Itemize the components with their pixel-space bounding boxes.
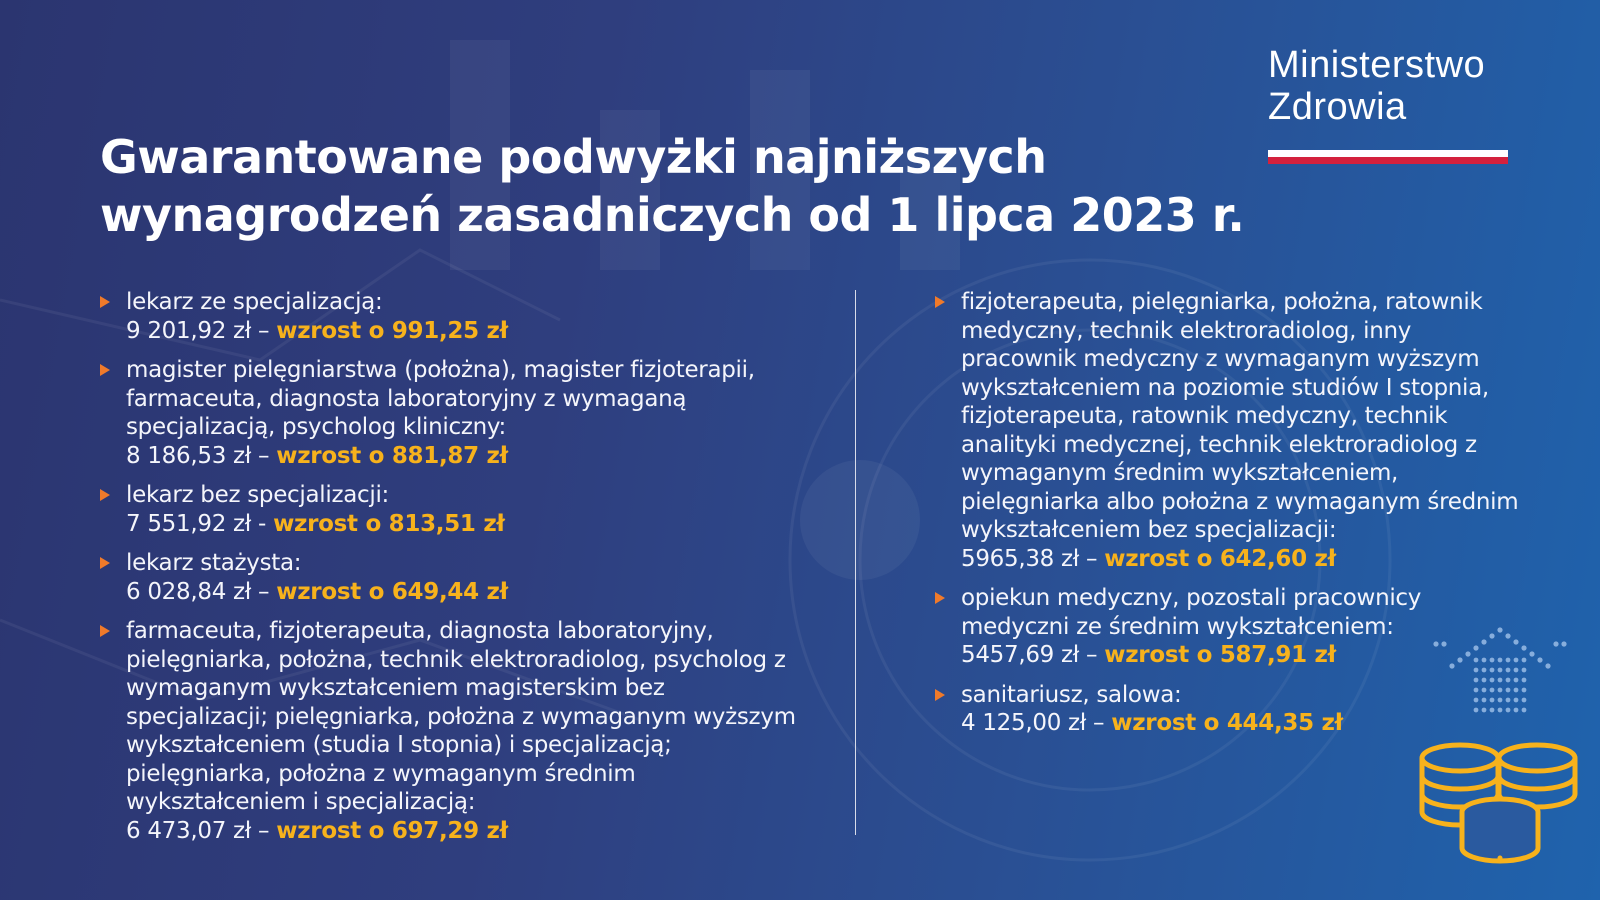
item-increase: wzrost o 813,51 zł [273, 510, 505, 537]
item-label: lekarz stażysta: [126, 550, 302, 576]
item-label: fizjoterapeuta, pielęgniarka, położna, ratownik medyczny, technik elektroradiolog, inny pracownik medyczny z wymaganym wyższym wykształceniem na poziomie studiów I stopnia, fizjoterapeuta, ratownik medyczny, technik analityki medycznej, technik elektroradiolog z wymaganym średnim wykształceniem, pielęgniarka albo położna z wymaganym średnim wykształceniem bez specjalizacji: [961, 289, 1519, 543]
item-value: 5457,69 zł – [961, 642, 1105, 668]
item-increase: wzrost o 642,60 zł [1104, 545, 1336, 572]
bullet-arrow-icon [935, 296, 945, 308]
bullet-arrow-icon [100, 489, 110, 501]
list-item [935, 288, 1525, 573]
item-increase: wzrost o 587,91 zł [1104, 642, 1336, 668]
bullet-arrow-icon [100, 364, 110, 376]
flag-white [1268, 150, 1508, 157]
item-increase: wzrost o 649,44 zł [276, 578, 508, 605]
item-label: opiekun medyczny, pozostali pracownicy medyczni ze średnim wykształceniem: [961, 585, 1422, 640]
bullet-arrow-icon [935, 592, 945, 604]
item-label: lekarz ze specjalizacją: [126, 289, 383, 315]
title-line-1: Gwarantowane podwyżki najniższych [100, 130, 1047, 184]
coin-stacks-icon [1415, 620, 1585, 880]
item-label: magister pielęgniarstwa (położna), magister fizjoterapii, farmaceuta, diagnosta laboratoryjny z wymaganą specjalizacją, psycholog kliniczny: [126, 357, 755, 440]
flag-red [1268, 157, 1508, 164]
item-increase: wzrost o 697,29 zł [276, 817, 508, 844]
item-label: lekarz bez specjalizacji: [126, 482, 390, 508]
item-value: 9 201,92 zł – [126, 317, 277, 344]
list-item [100, 481, 800, 538]
item-value: 7 551,92 zł - [126, 510, 274, 537]
item-value: 8 186,53 zł – [126, 442, 277, 469]
logo-line-2: Zdrowia [1268, 86, 1407, 128]
bullet-arrow-icon [100, 296, 110, 308]
ministry-logo [1268, 44, 1512, 164]
item-label: sanitariusz, salowa: [961, 681, 1182, 708]
bullet-arrow-icon [935, 689, 945, 701]
item-value: 4 125,00 zł – [961, 710, 1112, 736]
bullet-arrow-icon [100, 625, 110, 637]
bullet-arrow-icon [100, 557, 110, 569]
title-line-2: wynagrodzeń zasadniczych od 1 lipca 2023 r. [100, 188, 1245, 242]
dotted-arrow-up-icon [1433, 627, 1566, 712]
item-label: farmaceuta, fizjoterapeuta, diagnosta laboratoryjny, pielęgniarka, położna, technik elektroradiolog, psycholog z wymaganym wykształceniem magisterskim bez specjalizacji; pielęgniarka, położna z wymaganym wyższym wykształceniem (studia I stopnia) i specjalizacją; pielęgniarka, położna z wymaganym średnim wykształceniem i specjalizacją: [126, 618, 796, 815]
column-divider [855, 290, 856, 835]
page-title [100, 128, 1260, 244]
polish-flag-bar [1268, 150, 1508, 164]
logo-line-1: Ministerstwo [1268, 44, 1486, 86]
item-increase: wzrost o 991,25 zł [276, 317, 508, 344]
list-item [100, 288, 800, 345]
list-item [100, 549, 800, 606]
item-increase: wzrost o 881,87 zł [276, 442, 508, 469]
list-item [100, 617, 800, 845]
item-increase: wzrost o 444,35 zł [1111, 710, 1343, 736]
item-value: 5965,38 zł – [961, 545, 1105, 572]
item-value: 6 473,07 zł – [126, 817, 277, 844]
list-item [100, 356, 800, 470]
item-value: 6 028,84 zł – [126, 578, 277, 605]
left-column [100, 288, 800, 856]
